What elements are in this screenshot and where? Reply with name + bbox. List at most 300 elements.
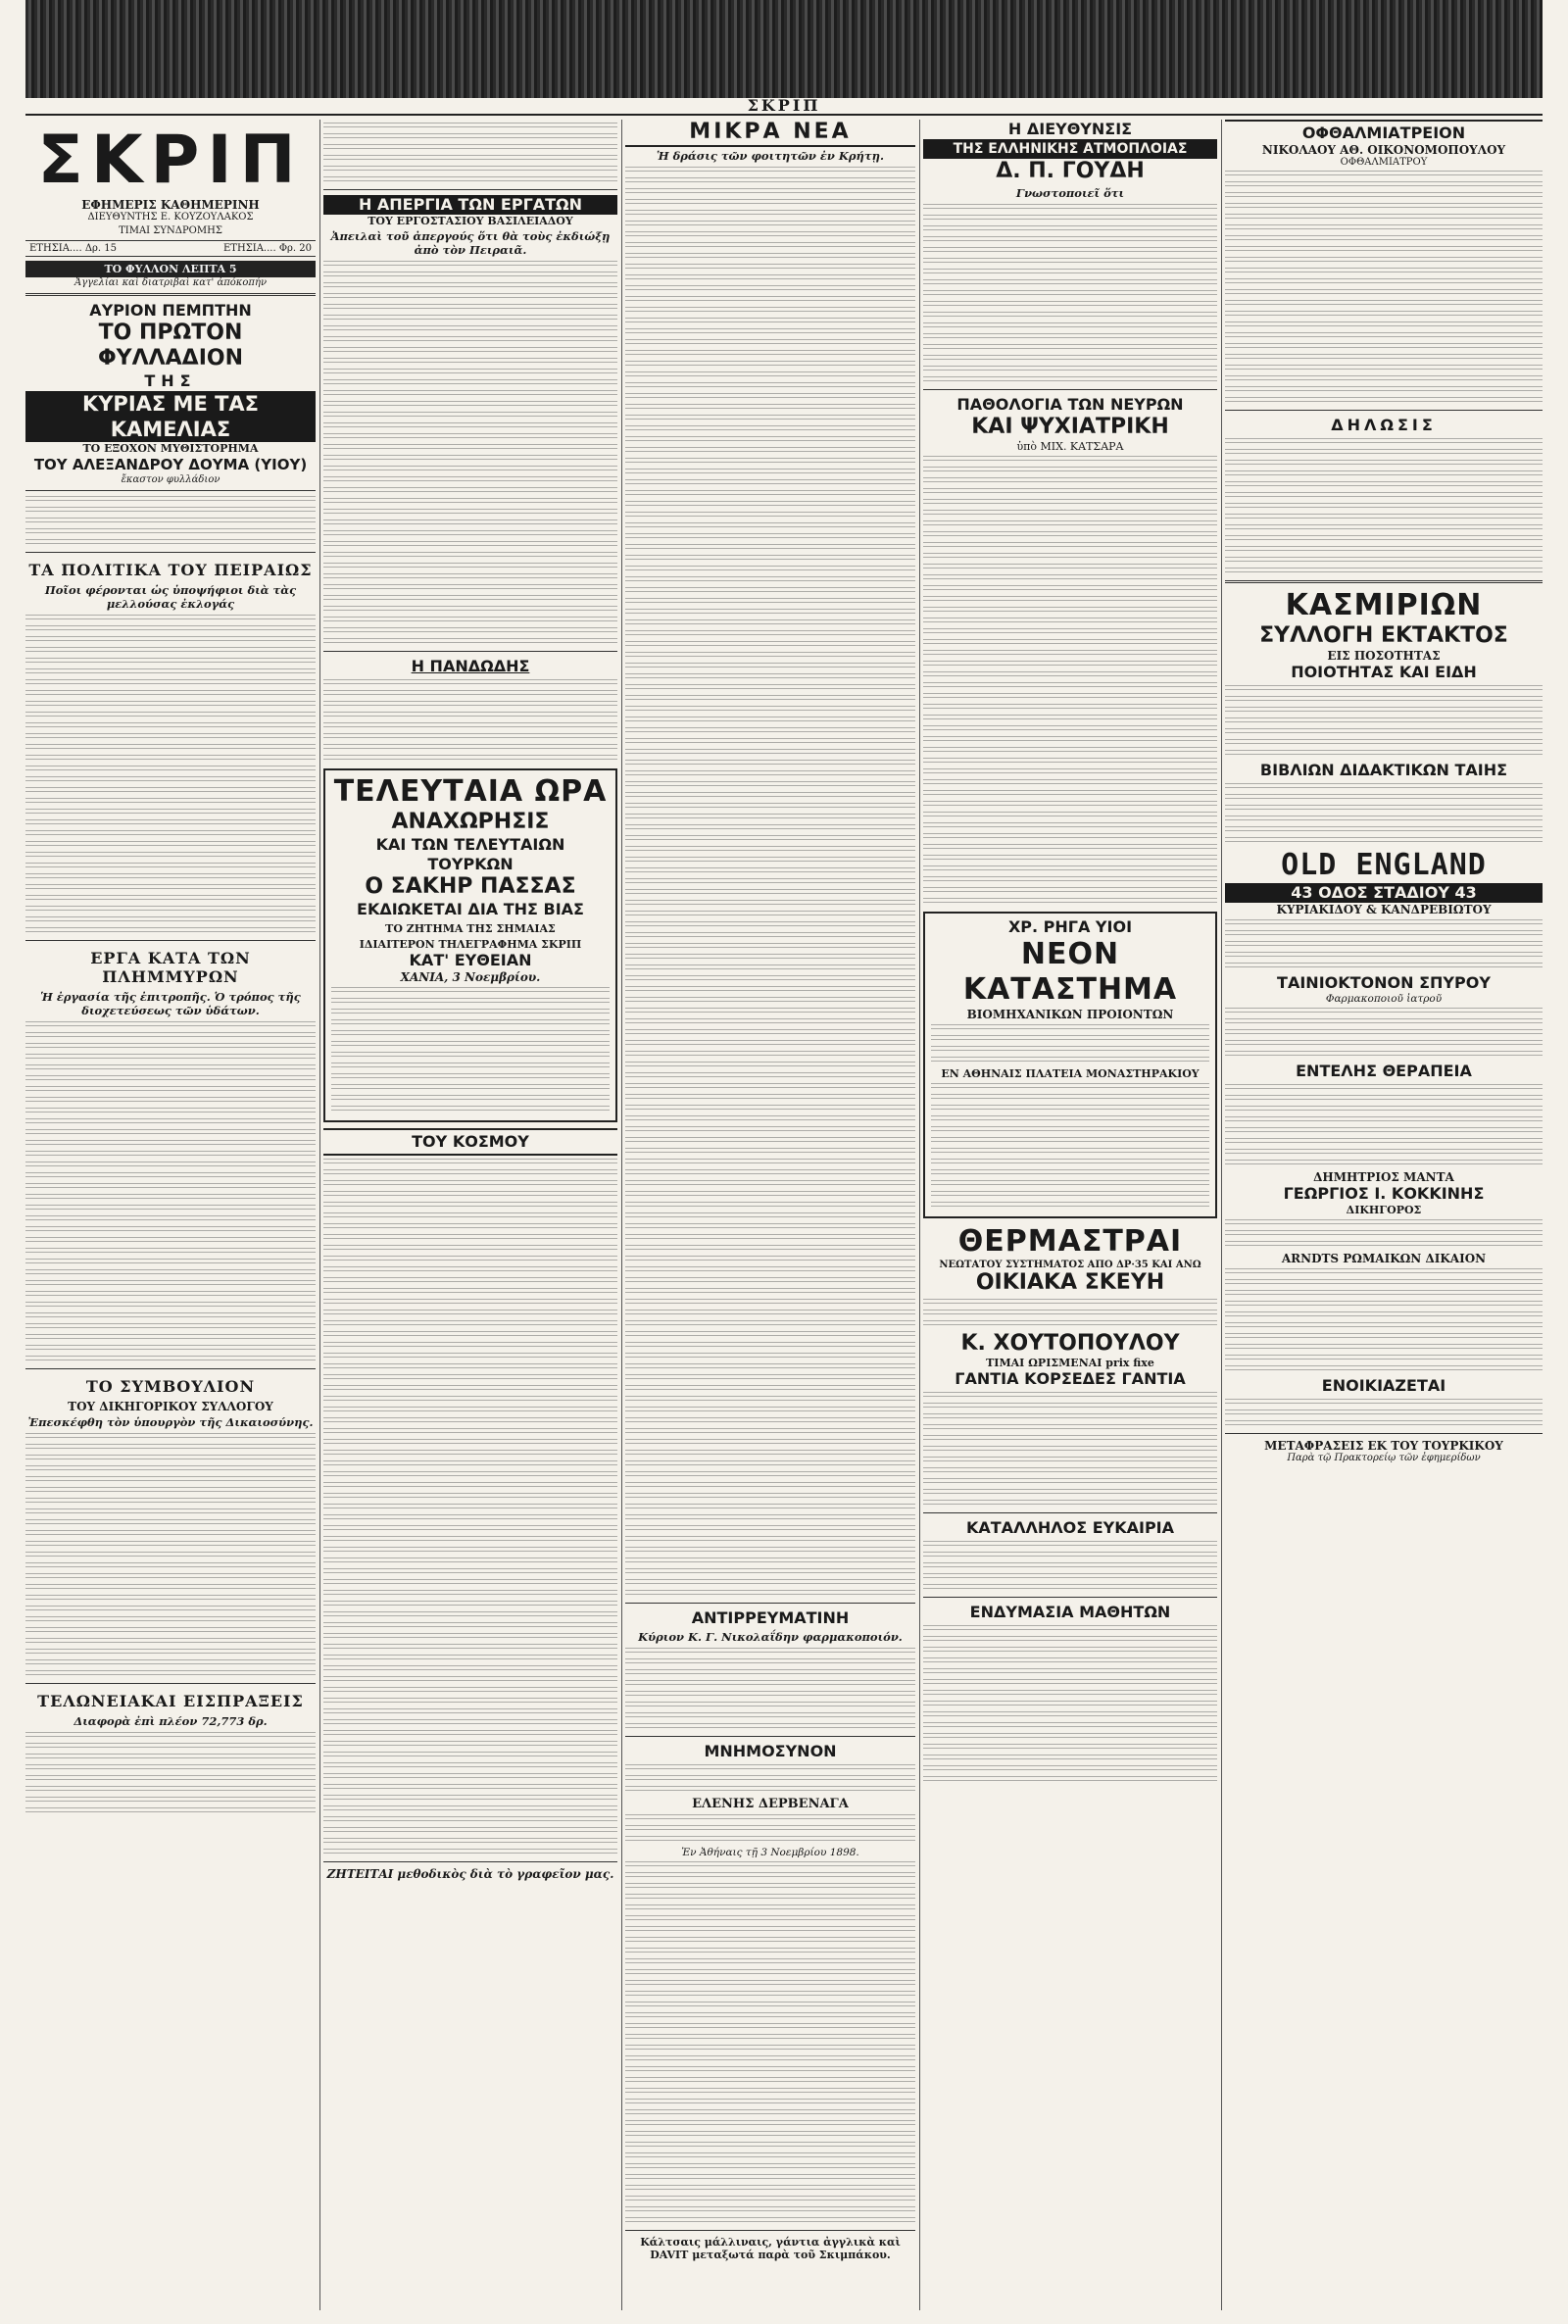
body-text-line: [323, 1342, 617, 1350]
body-text-line: [625, 210, 915, 218]
body-text-line: [323, 690, 617, 698]
body-text-line: [25, 895, 316, 903]
body-text-line: [625, 501, 915, 509]
direct-heading: ΚΑΤ' ΕΥΘΕΙΑΝ: [409, 951, 532, 969]
body-text-line: [625, 533, 915, 541]
body-text-line: [323, 733, 617, 741]
body-text-line: [323, 455, 617, 463]
body-text-line: [923, 1625, 1217, 1633]
body-text-line: [625, 512, 915, 519]
body-text-line: [923, 736, 1217, 744]
body-text-line: [323, 1310, 617, 1317]
body-text-line: [25, 1269, 316, 1277]
short-news-subheading: Ἡ δράσις τῶν φοιτητῶν ἐν Κρήτῃ.: [657, 149, 884, 163]
body-text-line: [323, 1633, 617, 1641]
body-text-line: [331, 1095, 610, 1103]
quality-heading: ΠΟΙΟΤΗΤΑΣ ΚΑΙ ΕΙΔΗ: [1291, 663, 1477, 681]
body-text-line: [323, 390, 617, 398]
body-text-line: [625, 1374, 915, 1382]
serial-subline: Ἀγγελίαι καὶ διατριβαὶ κατ' ἀπόκοπήν: [74, 277, 268, 288]
body-text-line: [323, 573, 617, 581]
opportunity-heading: ΚΑΤΑΛΛΗΛΟΣ ΕΥΚΑΙΡΙΑ: [965, 1518, 1175, 1537]
body-text-line: [923, 1722, 1217, 1730]
divider-rule: [25, 1368, 316, 1369]
body-text-line: [923, 1657, 1217, 1665]
body-text-line: [323, 176, 617, 184]
body-text-line: [625, 1460, 915, 1468]
body-text-line: [323, 1644, 617, 1652]
body-text-line: [923, 531, 1217, 539]
body-text-line: [1225, 246, 1543, 254]
body-text-line: [923, 898, 1217, 906]
body-text-line: [625, 1288, 915, 1296]
body-text-line: [923, 855, 1217, 863]
column-rule: [621, 120, 622, 2310]
body-text-line: [1225, 568, 1543, 575]
body-text-line: [923, 1552, 1217, 1559]
divider-rule: [625, 1736, 915, 1737]
body-text-line: [25, 636, 316, 644]
gouda-heading: Δ. Π. ΓΟΥΔΗ: [996, 159, 1145, 183]
body-text-line: [25, 776, 316, 784]
body-text-line: [625, 943, 915, 951]
body-text-line: [323, 1277, 617, 1285]
body-text-line: [625, 760, 915, 767]
body-text-line: [923, 758, 1217, 766]
body-text-line: [625, 1814, 915, 1822]
body-text-line: [625, 2002, 915, 2009]
body-text-line: [1225, 438, 1543, 446]
body-text-line: [923, 887, 1217, 895]
eye-clinic-heading: ΟΦΘΑΛΜΙΑΤΡΕΙΟΝ: [1225, 120, 1543, 143]
body-text-line: [1225, 919, 1543, 927]
top-rule: [25, 114, 1543, 116]
body-text-line: [1225, 386, 1543, 394]
body-text-line: [1225, 1344, 1543, 1352]
divider-rule: [1225, 580, 1543, 583]
body-text-line: [323, 1471, 617, 1479]
body-text-line: [625, 371, 915, 379]
body-text-line: [923, 747, 1217, 755]
body-text-line: [323, 617, 617, 624]
body-text-line: [323, 1428, 617, 1436]
body-text-line: [25, 1280, 316, 1288]
body-text-line: [25, 1627, 316, 1635]
body-text-line: [625, 1861, 915, 1869]
body-text-line: [923, 1755, 1217, 1762]
body-text-line: [625, 1202, 915, 1210]
body-text-line: [923, 1636, 1217, 1644]
body-text-line: [923, 693, 1217, 701]
body-text-line: [1225, 278, 1543, 286]
body-text-line: [25, 1108, 316, 1115]
body-text-line: [931, 1046, 1209, 1054]
body-text-line: [1225, 1095, 1543, 1103]
body-text-line: [25, 679, 316, 687]
body-text-line: [923, 290, 1217, 298]
body-text-line: [923, 725, 1217, 733]
body-text-line: [1225, 481, 1543, 489]
body-text-line: [323, 1741, 617, 1749]
body-text-line: [625, 1894, 915, 1902]
body-text-line: [625, 1342, 915, 1350]
turks-heading: ΚΑΙ ΤΩΝ ΤΕΛΕΥΤΑΙΩΝ ΤΟΥΡΚΩΝ: [375, 835, 565, 873]
body-text-line: [323, 1288, 617, 1296]
body-text-line: [923, 1435, 1217, 1443]
body-text-line: [25, 1754, 316, 1761]
body-text-line: [625, 167, 915, 174]
body-text-line: [923, 801, 1217, 809]
body-text-line: [625, 717, 915, 724]
body-text-line: [625, 1680, 915, 1688]
body-text-line: [625, 911, 915, 918]
manta-heading: ΔΗΜΗΤΡΙΟΣ ΜΑΝΤΑ: [1313, 1170, 1454, 1184]
issue-note: ἔκαστον φυλλάδιον: [121, 474, 220, 485]
for-rent-heading: ΕΝΟΙΚΙΑΖΕΤΑΙ: [1321, 1376, 1446, 1395]
body-text-line: [1225, 1268, 1543, 1276]
body-text-line: [625, 199, 915, 207]
steamship-heading: ΤΗΣ ΕΛΛΗΝΙΚΗΣ ΑΤΜΟΠΛΟΙΑΣ: [923, 139, 1217, 159]
body-text-line: [1225, 1409, 1543, 1417]
body-text-line: [323, 755, 617, 763]
gouda-subheading: Γνωστοποιεῖ ὅτι: [1015, 186, 1125, 200]
price-left: ΕΤΗΣΙΑ.... Δρ. 15: [29, 243, 118, 254]
body-text-line: [323, 1374, 617, 1382]
body-text-line: [625, 932, 915, 940]
body-text-line: [25, 712, 316, 719]
body-text-line: [625, 2045, 915, 2052]
body-text-line: [25, 1670, 316, 1678]
body-text-line: [25, 1302, 316, 1310]
body-text-line: [923, 499, 1217, 507]
body-text-line: [923, 1446, 1217, 1454]
body-text-line: [323, 563, 617, 570]
body-text-line: [923, 812, 1217, 819]
body-text-line: [923, 520, 1217, 528]
body-text-line: [323, 1234, 617, 1242]
body-text-line: [323, 1687, 617, 1695]
masthead-title: ΣΚΡΙΠ: [37, 122, 304, 199]
body-text-line: [923, 1310, 1217, 1317]
body-text-line: [1225, 930, 1543, 938]
body-text-line: [25, 1129, 316, 1137]
body-text-line: [625, 2131, 915, 2139]
body-text-line: [923, 355, 1217, 363]
body-text-line: [323, 1579, 617, 1587]
body-text-line: [323, 293, 617, 301]
body-text-line: [625, 436, 915, 444]
body-text-line: [923, 1744, 1217, 1752]
body-text-line: [25, 625, 316, 633]
tis-heading: ΤΗΣ: [144, 371, 197, 390]
body-text-line: [25, 615, 316, 622]
body-text-line: [923, 618, 1217, 625]
body-text-line: [323, 1601, 617, 1608]
body-text-line: [923, 1711, 1217, 1719]
body-text-line: [25, 1444, 316, 1452]
houtopoulos-heading: Κ. ΧΟΥΤΟΠΟΥΛΟΥ: [960, 1331, 1180, 1356]
divider-rule: [25, 552, 316, 553]
body-text-line: [25, 1291, 316, 1299]
dateline: ΧΑΝΙΑ, 3 Νοεμβρίου.: [400, 970, 541, 984]
body-text-line: [25, 1043, 316, 1051]
body-text-line: [625, 1712, 915, 1720]
body-text-line: [625, 2163, 915, 2171]
body-text-line: [323, 1320, 617, 1328]
body-text-line: [625, 1159, 915, 1166]
body-text-line: [625, 1126, 915, 1134]
world-heading: ΤΟΥ ΚΟΣΜΟΥ: [323, 1128, 617, 1156]
body-text-line: [25, 1530, 316, 1538]
body-text-line: [1225, 354, 1543, 362]
body-text-line: [25, 1595, 316, 1603]
divider-rule: [923, 389, 1217, 390]
politics-heading: ΤΑ ΠΟΛΙΤΙΚΑ ΤΟΥ ΠΕΙΡΑΙΩΣ: [28, 561, 313, 579]
body-text-line: [625, 1256, 915, 1263]
body-text-line: [625, 1396, 915, 1404]
body-text-line: [323, 701, 617, 709]
divider-rule: [25, 940, 316, 941]
body-text-line: [923, 607, 1217, 615]
taenicide-heading: ΤΑΙΝΙΟΚΤΟΝΟΝ ΣΠΥΡΟΥ: [1277, 973, 1491, 992]
body-text-line: [923, 661, 1217, 668]
body-text-line: [323, 1353, 617, 1360]
body-text-line: [323, 412, 617, 420]
column-3: [625, 120, 915, 2310]
body-text-line: [625, 954, 915, 962]
memorial-name: ΕΛΕΝΗΣ ΔΕΡΒΕΝΑΓΑ: [692, 1797, 849, 1811]
body-text-line: [923, 215, 1217, 223]
body-text-line: [25, 1172, 316, 1180]
body-text-line: [1225, 546, 1543, 554]
body-text-line: [923, 704, 1217, 712]
body-text-line: [923, 1424, 1217, 1432]
body-text-line: [923, 301, 1217, 309]
body-text-line: [625, 393, 915, 401]
body-text-line: [625, 425, 915, 433]
body-text-line: [25, 1552, 316, 1559]
body-text-line: [625, 1786, 915, 1794]
body-text-line: [625, 1353, 915, 1360]
body-text-line: [625, 1980, 915, 1988]
body-text-line: [625, 1836, 915, 1844]
body-text-line: [1225, 717, 1543, 725]
body-text-line: [923, 542, 1217, 550]
body-text-line: [1225, 707, 1543, 715]
divider-rule: [1225, 410, 1543, 411]
body-text-line: [1225, 816, 1543, 823]
body-text-line: [923, 247, 1217, 255]
body-text-line: [625, 1040, 915, 1048]
body-text-line: [1225, 535, 1543, 543]
body-text-line: [625, 1904, 915, 1912]
body-text-line: [625, 382, 915, 390]
body-text-line: [323, 282, 617, 290]
body-text-line: [625, 1547, 915, 1555]
body-text-line: [25, 863, 316, 870]
body-text-line: [323, 133, 617, 141]
body-text-line: [25, 1797, 316, 1805]
body-text-line: [25, 1237, 316, 1245]
body-text-line: [323, 1590, 617, 1598]
body-text-line: [625, 1691, 915, 1699]
body-text-line: [323, 1655, 617, 1662]
body-text-line: [25, 1021, 316, 1029]
body-text-line: [625, 1648, 915, 1656]
council-heading-2: ΤΟΥ ΔΙΚΗΓΟΡΙΚΟΥ ΣΥΛΛΟΓΟΥ: [68, 1400, 273, 1413]
body-text-line: [323, 476, 617, 484]
body-text-line: [625, 663, 915, 670]
body-text-line: [25, 852, 316, 860]
body-text-line: [25, 1183, 316, 1191]
body-text-line: [625, 1825, 915, 1833]
body-text-line: [625, 695, 915, 703]
body-text-line: [323, 722, 617, 730]
lawyer-title: ΔΙΚΗΓΟΡΟΣ: [1346, 1204, 1422, 1216]
body-text-line: [625, 803, 915, 811]
body-text-line: [331, 1052, 610, 1060]
body-text-line: [923, 1478, 1217, 1486]
body-text-line: [923, 1562, 1217, 1570]
psychiatry-author: ὑπὸ ΜΙΧ. ΚΑΤΣΑΡΑ: [1016, 440, 1124, 453]
body-text-line: [923, 477, 1217, 485]
body-text-line: [923, 1701, 1217, 1708]
body-text-line: [923, 865, 1217, 873]
body-text-line: [625, 544, 915, 552]
fixed-prices-label: ΤΙΜΑΙ ΩΡΙΣΜΕΝΑΙ prix fixe: [986, 1357, 1154, 1369]
body-text-line: [25, 1519, 316, 1527]
body-text-line: [323, 530, 617, 538]
body-text-line: [625, 404, 915, 412]
body-text-line: [323, 1331, 617, 1339]
body-text-line: [1225, 750, 1543, 758]
body-text-line: [625, 2034, 915, 2042]
body-text-line: [323, 1450, 617, 1458]
breaking-news-box: [323, 768, 617, 1122]
body-text-line: [1225, 696, 1543, 704]
body-text-line: [323, 1159, 617, 1166]
body-text-line: [323, 123, 617, 130]
body-text-line: [1225, 728, 1543, 736]
body-text-line: [625, 749, 915, 757]
body-text-line: [923, 574, 1217, 582]
body-text-line: [323, 1827, 617, 1835]
body-text-line: [625, 490, 915, 498]
psychiatry-heading: ΚΑΙ ΨΥΧΙΑΤΡΙΚΗ: [971, 415, 1169, 439]
body-text-line: [931, 1191, 1209, 1199]
body-text-line: [625, 1363, 915, 1371]
body-text-line: [625, 1872, 915, 1880]
body-text-line: [625, 1299, 915, 1307]
body-text-line: [25, 701, 316, 709]
divider-rule: [1225, 1433, 1543, 1434]
body-text-line: [923, 456, 1217, 464]
body-text-line: [625, 522, 915, 530]
body-text-line: [25, 1606, 316, 1613]
body-text-line: [323, 1773, 617, 1781]
body-text-line: [323, 595, 617, 603]
body-text-line: [625, 350, 915, 358]
body-text-line: [931, 1035, 1209, 1043]
body-text-line: [923, 628, 1217, 636]
body-text-line: [625, 318, 915, 325]
divider-rule: [25, 293, 316, 296]
body-text-line: [625, 555, 915, 563]
body-text-line: [625, 652, 915, 660]
body-text-line: [25, 927, 316, 935]
body-text-line: [923, 510, 1217, 518]
body-text-line: [323, 261, 617, 269]
antirrevmatini-subheading: Κύριον Κ. Γ. Νικολαΐδην φαρμακοποιόν.: [638, 1630, 903, 1644]
body-text-line: [323, 1460, 617, 1468]
body-text-line: [625, 1958, 915, 1966]
body-text-line: [323, 498, 617, 506]
body-text-line: [625, 781, 915, 789]
body-text-line: [625, 1428, 915, 1436]
body-text-line: [25, 1573, 316, 1581]
body-text-line: [931, 1105, 1209, 1113]
body-text-line: [331, 1041, 610, 1049]
body-text-line: [331, 1063, 610, 1070]
revenue-subheading: Διαφορὰ ἐπὶ πλέον 72,773 δρ.: [74, 1714, 268, 1728]
body-text-line: [625, 1137, 915, 1145]
body-text-line: [25, 1433, 316, 1441]
short-news-heading: ΜΙΚΡΑ ΝΕΑ: [625, 120, 915, 147]
body-text-line: [323, 1816, 617, 1824]
divider-rule: [25, 490, 316, 491]
body-text-line: [25, 1086, 316, 1094]
divider-rule: [25, 1683, 316, 1684]
body-text-line: [25, 841, 316, 849]
body-text-line: [625, 479, 915, 487]
body-text-line: [1225, 257, 1543, 265]
body-text-line: [931, 1202, 1209, 1210]
body-text-line: [625, 1008, 915, 1015]
translations-subheading: Παρὰ τῷ Πρακτορείῳ τῶν ἐφημερίδων: [1287, 1453, 1481, 1463]
body-text-line: [625, 1991, 915, 1999]
body-text-line: [25, 1226, 316, 1234]
column-rule: [319, 120, 320, 2310]
body-text-line: [1225, 1138, 1543, 1146]
body-text-line: [625, 1083, 915, 1091]
body-text-line: [625, 921, 915, 929]
divider-rule: [323, 1861, 617, 1862]
body-text-line: [923, 236, 1217, 244]
body-text-line: [931, 1024, 1209, 1032]
books-heading: ΒΙΒΛΙΩΝ ΔΙΔΑΚΤΙΚΩΝ ΤΑΙΗΣ: [1259, 761, 1508, 779]
body-text-line: [25, 1764, 316, 1772]
body-text-line: [1225, 1399, 1543, 1407]
body-text-line: [1225, 214, 1543, 222]
body-text-line: [323, 325, 617, 333]
body-text-line: [323, 552, 617, 560]
body-text-line: [323, 1708, 617, 1716]
body-text-line: [625, 469, 915, 476]
divider-rule: [923, 1512, 1217, 1513]
body-text-line: [323, 1676, 617, 1684]
body-text-line: [625, 2077, 915, 2085]
body-text-line: [625, 1669, 915, 1677]
body-text-line: [625, 221, 915, 228]
body-text-line: [625, 361, 915, 369]
council-heading: ΤΟ ΣΥΜΒΟΥΛΙΟΝ: [85, 1377, 256, 1396]
body-text-line: [1225, 192, 1543, 200]
body-text-line: [331, 1106, 610, 1113]
body-text-line: [323, 1363, 617, 1371]
body-text-line: [323, 1202, 617, 1210]
body-text-line: [625, 1180, 915, 1188]
body-text-line: [331, 1084, 610, 1092]
